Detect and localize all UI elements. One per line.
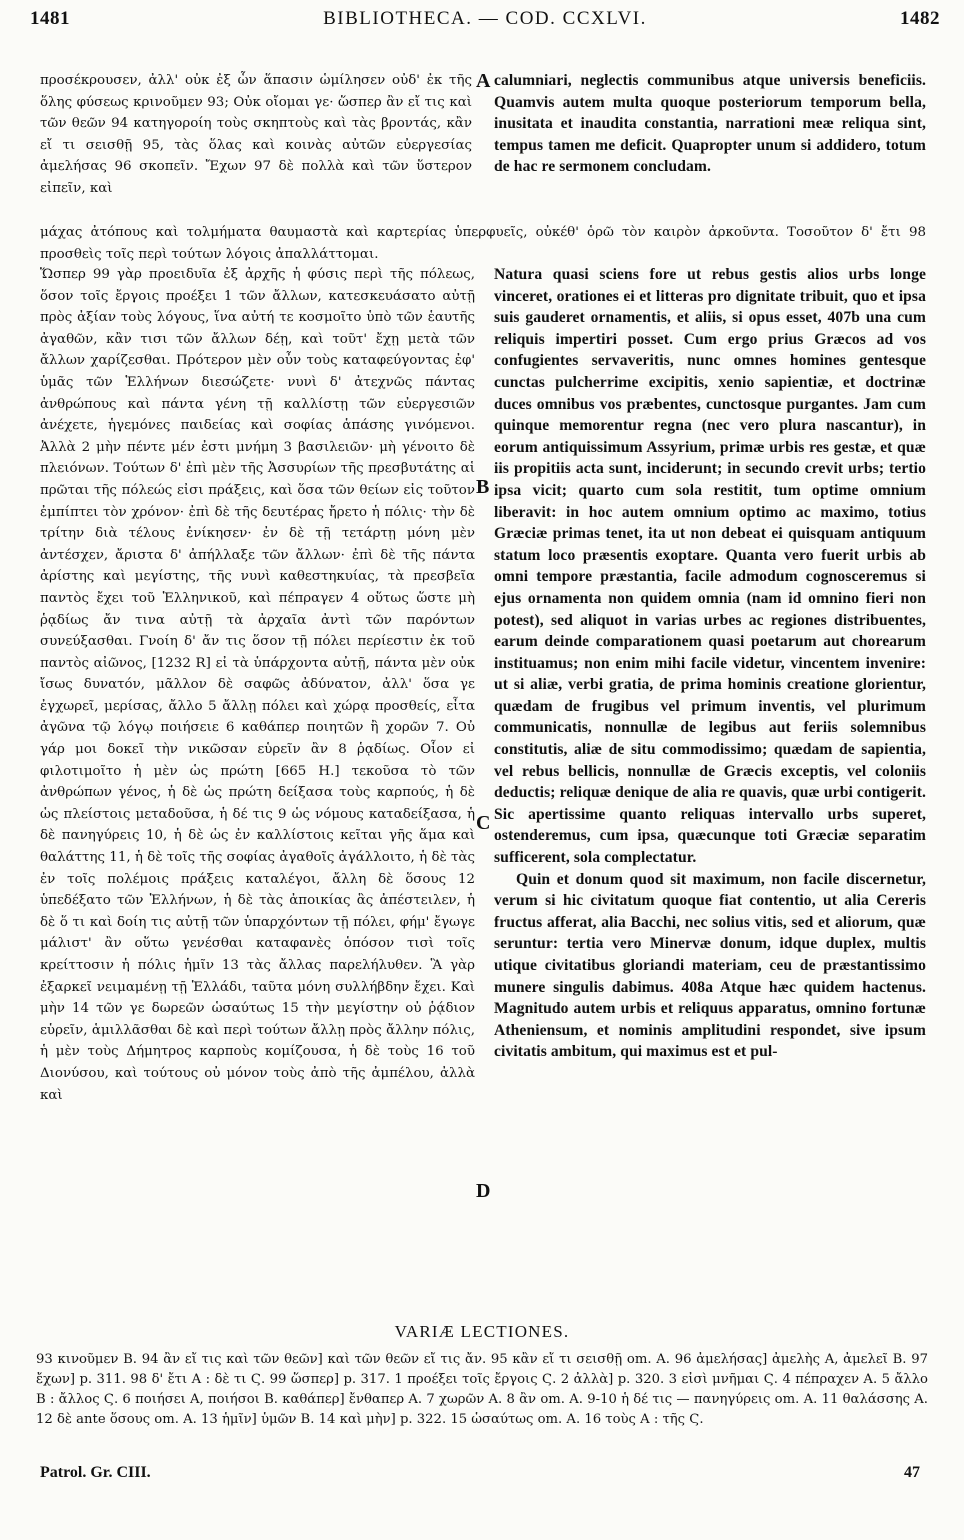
- latin-paragraph: calumniari, neglectis communibus atque universis beneficiis. Quamvis autem multa quoque posteriorum temporum bella, inusitata et inaudita constantia, narrationi meæ reliqua sint, tempus tamen me deficit. Quapropter unum si addidero, totum de hac re sermonem concludam.: [494, 72, 926, 176]
- greek-column-top: [40, 70, 472, 200]
- greek-full-width: [40, 222, 926, 265]
- greek-paragraph: Ὥσπερ 99 γὰρ προειδυῖα ἐξ ἀρχῆς ἡ φύσις περὶ τῆς πόλεως, ὅσον τοῖς ἔργοις προέξει 1 τῶν ἄλλων, κατεσκευάσατο αὐτῇ πρὸς ἀξίαν τοὺς λόγους, ἵνα αὐτή τε κοσμοῖτο ὑπὸ τῶν ἑαυτῆς ἀγαθῶν, κἂν τισι τῶν ἄλλων δέῃ, καὶ τοῦτ' ἔχῃ μετὰ τῶν ἄλλων χαρίζεσθαι. Πρότερον μὲν οὖν τοὺς καταφεύγοντας ἐφ' ὑμᾶς τῶν Ἑλλήνων διεσώζετε· νυνὶ δ' ἀτεχνῶς πάντας ἀνθρώπους καὶ πάντα γένη τῇ καλλίστῃ τῶν εὐεργεσιῶν ἀνέχετε, ἡγεμόνες παιδείας καὶ σοφίας ἁπάσης γινόμενοι. Ἀλλὰ 2 μὴν πέντε μέν ἐστι μνήμη 3 βασιλειῶν· μὴ γένοιτο δὲ πλειόνων. Τούτων δ' ἐπὶ μὲν τῆς Ἀσσυρίων τῆς πρεσβυτάτης αἱ πρῶται τῆς πόλεώς εἰσι πράξεις, καὶ ὅσα τῶν θείων εἰς τοῦτον ἐμπίπτει τὸν χρόνον· ἐπὶ δὲ τῆς δευτέρας ἤρετο ἡ πόλις· τὴν δὲ τρίτην διὰ τέλους ἐνίκησεν· ἐν δὲ τῇ τετάρτῃ μόνη μὲν ἀντέσχεν, ἄριστα δ' ἀπήλλαξε τῶν ἄλλων· ἐπὶ δὲ τῆς πάντα ἀρίστης καὶ μεγίστης, τῆς νυνὶ καθεστηκυίας, τὰ πρεσβεῖα παντὸς ἔχει τοῦ Ἑλληνικοῦ, καὶ πέπραγεν 4 οὕτως ὥστε μὴ ῥᾳδίως ἄν τινα αὐτῇ τὰ ἀρχαῖα ἀντὶ τῶν παρόντων συνεύξασθαι. Γνοίη δ' ἄν τις ὅσον τῇ πόλει περίεστιν ἐκ τοῦ παντὸς αἰῶνος, [1232 R] εἰ τὰ ὑπάρχοντα αὐτῇ, πάντα μὲν οὐκ ἴσως δυνατόν, μᾶλλον δὲ σαφῶς ἀδύνατον, ἀλλ' ὅσα γε ἐγχωρεῖ, μερίσας, ἄλλο 5 ἄλλῃ πόλει καὶ χώρᾳ προσθείς, εἶτα ἀγῶνα τῷ λόγῳ ποιήσειε 6 καθάπερ ποιητῶν ἢ χορῶν 7. Οὐ γάρ μοι δοκεῖ τὴν νικῶσαν εὑρεῖν ἂν 8 ῥᾳδίως. Οἷον εἰ φιλοτιμοῖτο ἡ μὲν ὡς πρώτη [665 H.] τεκοῦσα τὸ τῶν ἀνθρώπων γένος, ἡ δὲ ὡς πρώτη δείξασα τοὺς καρπούς, ἡ δὲ ὡς πλείστοις μεταδοῦσα, ἡ δέ τις 9 ὡς νόμους καταδείξασα, ἡ δὲ πανηγύρεις 10, ἡ δὲ ὡς ἐν καλλίστοις κεῖται γῆς ἅμα καὶ θαλάττης 11, ἡ δὲ τοῖς τῆς σοφίας ἀγαθοῖς ἀγάλλοιτο, ἡ δὲ τὰς ἐν τοῖς πολέμοις πράξεις καταλέγοι, ἄλλη δὲ ὅσους 12 ὑπεδέξατο τῶν Ἑλλήνων, ἡ δὲ τὰς ἀποικίας ἃς ἀπέστειλεν, ἡ δὲ ὅ τι καὶ δοίη τις αὐτῇ τῶν ὑπαρχόντων τῇ πόλει, φήμ' ἔγωγε μάλιστ' ἂν οὕτω γενέσθαι καταφανὲς ὁπόσον τισὶ τοῖς κρείττοσιν ἡ πόλις ἡμῖν 13 τὰς ἄλλας παρελήλυθεν. Ἃ γὰρ ἐξαρκεῖ νειμαμένῃ τῇ Ἑλλάδι, ταῦτα μόνη συλλήβδην ἔχει. Καὶ μὴν 14 τῶν γε δωρεῶν ὡσαύτως 15 τὴν μεγίστην οὐ ῥᾴδιον εὑρεῖν, ἁμιλλᾶσθαι δὲ καὶ περὶ τούτων ἄλλῃ πρὸς ἄλλην πόλις, ἡ μὲν τοὺς Δήμητρος καρποὺς κομίζουσα, ἡ δὲ τοὺς 16 τοῦ Διονύσου, καὶ τούτους οὐ μόνον τοὺς ἀπὸ τῆς ἀμπέλου, ἀλλὰ καὶ: [40, 267, 475, 1103]
- footer-series: Patrol. Gr. CIII.: [40, 1464, 151, 1481]
- variae-lectiones-title: VARIÆ LECTIONES.: [394, 1322, 570, 1341]
- greek-paragraph: προσέκρουσεν, ἀλλ' οὐκ ἐξ ὧν ἅπασιν ὡμίλησεν οὐδ' ἐκ τῆς ὅλης φύσεως κρινοῦμεν 93; Οὐκ οἴομαι γε· ὥσπερ ἂν εἴ τις καὶ τῶν θεῶν 94 κατηγοροίη τοὺς σκηπτοὺς καὶ τὰς βροντάς, κἂν εἴ τι σεισθῇ 95, τὰς ὅλας καὶ κοινὰς αὐτῶν εὐεργεσίας ἀμελήσας 96 σκοπεῖν. Ἔχων 97 δὲ πολλὰ καὶ τῶν ὕστερον εἰπεῖν, καὶ: [40, 73, 472, 196]
- latin-column-top: [494, 70, 926, 178]
- page-footer: [40, 1464, 920, 1482]
- greek-paragraph: μάχας ἀτόπους καὶ τολμήματα θαυμαστὰ καὶ καρτερίας ὑπερφυεῖς, οὐκέθ' ὁρῶ τὸν καιρὸν ἀρκοῦντα. Τοσοῦτον δ' ἔτι 98 προσθεὶς τοῖς περὶ τούτων λόγοις ἀπαλλάττομαι.: [40, 225, 926, 262]
- running-header: [30, 8, 940, 38]
- page-number-left: 1481: [30, 8, 70, 29]
- latin-column-main: [494, 264, 926, 1063]
- margin-letter-a: A: [476, 70, 491, 92]
- running-title: BIBLIOTHECA. — COD. CCXLVI.: [323, 8, 647, 29]
- greek-column-main: [40, 264, 475, 1106]
- footer-signature: 47: [904, 1464, 920, 1481]
- page-number-right: 1482: [900, 8, 940, 29]
- margin-letter-c: C: [476, 812, 491, 834]
- margin-letter-d: D: [476, 1180, 491, 1202]
- latin-paragraph: Natura quasi sciens fore ut rebus gestis alios urbs longe vinceret, orationes ei et litteras pro dignitate tribuit, quo et ipsa suis gauderet ornamentis, et aliis, si opus esset, 407b una cum reliquis impertiri posset. Cum ergo prius Græcos ad vos confugientes servaveritis, nunc omnes homines gentesque cunctas pulcherrime excipitis, xenio sapientiæ, et doctrinæ duces omnibus vos præbentes, cunctosque purgantes. Jam cum quinque memorentur regna (nec vero plura nascantur), in eorum antiquissimum Assyrium, primæ urbis res gestæ, et quæ iis propitiis acta sunt, inciderunt; in secundo crevit urbs; tertio ipsa vicit; quarto cum sola restitit, tum optime omnium liberavit: in hoc autem omnium optimo ac maximo, totius Græciæ primas tenet, ita ut non debeat ei quisquam antiquum statum loco præsentis exoptare. Quanta vero fuerit urbis ab omni tempore præstantia, facile admodum cognosceremus si ejus ornamenta non quidem omnia (nam id omnino fieri non potest), sed aliquot in varias urbes ac regiones distribuentes, earum deinde comparationem quasi poetarum aut chorearum instituamus; non enim mihi facile videtur, vincentem invenire: ut si aliæ, verbi gratia, de prima hominis creatione glorientur, quædam de frugibus vel primum inventis, vel plurimum communicatis, nonnullæ de legibus aut feriis solemnibus constitutis, aliæ de situ commodissimo; quædam de sapientia, vel rebus bellicis, nonnullæ de Græcis exceptis, vel coloniis deductis; reliquæ denique de alia re quavis, quæ urbi contigerit. Sic apertissime quanto reliquas intervallo urbs superet, ostenderemus, cum ipsa, quæcunque toti Græciæ separatim sufficerent, sola complectatur.: [494, 266, 926, 867]
- margin-letter-b: B: [476, 476, 490, 498]
- variae-lectiones-notes: 93 κινοῦμεν B. 94 ἂν εἴ τις καὶ τῶν θεῶν] καὶ τῶν θεῶν εἴ τις ἄν. 95 κἂν εἴ τι σεισθῇ om. A. 96 ἀμελήσας] ἀμελὴς A, ἀμελεῖ B. 97 ἔχων] p. 311. 98 δ' ἔτι A : δὲ τι Ϛ. 99 ὥσπερ] p. 317. 1 προέξει τοῖς ἔργοις Ϛ. 2 ἀλλὰ] p. 320. 3 εἰσὶ μνῆμαι Ϛ. 4 πέπραχεν A. 5 ἄλλο B : ἄλλος Ϛ. 6 ποιήσει A, ποιήσοι B. καθάπερ] ἔνθαπερ A. 7 χωρῶν A. 8 ἂν om. A. 9-10 ἡ δέ τις — πανηγύρεις om. A. 11 θαλάσσης A. 12 δὲ ante ὅσους om. A. 13 ἡμῖν] ὑμῶν B. 14 καὶ μὴν] p. 322. 15 ὡσαύτως om. A. 16 τοὺς A : τῆς Ϛ.: [36, 1352, 928, 1427]
- latin-paragraph: Quin et donum quod sit maximum, non facile discernetur, verum si hic civitatum quoque fiat contentio, ut alia Cereris fructus afferat, alia Bacchi, nec solius vitis, sed et aliorum, quæ seruntur: tertia vero Minervæ donum, idque duplex, multis utique civitatibus gloriandi materiam, ceu de præstantissimo munere singulis dabimus. 408a Atque hæc quidem hactenus. Magnitudo autem urbis et reliquus apparatus, omnino fortunæ Atheniensum, et nominis amplitudini respondet, sive ipsum civitatis ambitum, qui maximus est et pul-: [494, 870, 926, 1061]
